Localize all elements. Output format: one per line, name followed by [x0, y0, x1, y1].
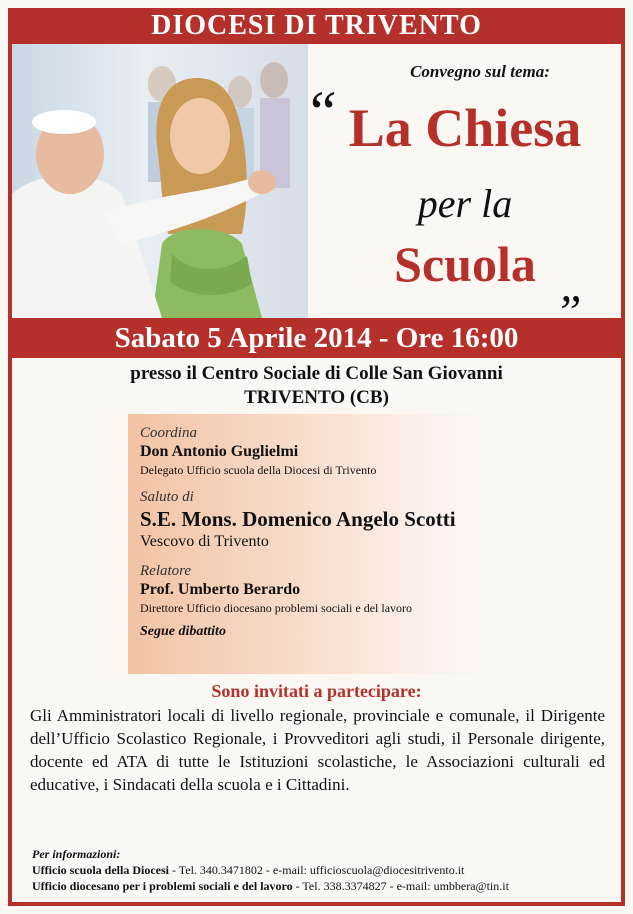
relatore-label: Relatore — [140, 563, 192, 579]
saluto-label: Saluto di — [140, 489, 194, 505]
invite-body: Gli Amministratori locali di livello regionale, provinciale e comunale, il Dirigente dell’Ufficio Scolastico Regionale, i Provveditori agli studi, il Personale dirigente, docente ed ATA di tutte le Istituzioni scolastiche, le Associazioni culturali ed educative, i Sindacati della scuola e i Cittadini. — [30, 706, 605, 794]
quote-close: „ — [560, 259, 587, 312]
saluto-role: Vescovo di Trivento — [140, 533, 269, 550]
venue-line-1: presso il Centro Sociale di Colle San Giovanni — [130, 363, 503, 384]
quote-open: “ — [304, 79, 338, 145]
poster-border — [8, 8, 625, 906]
relatore-name: Prof. Umberto Berardo — [140, 581, 301, 598]
conference-intro: Convegno sul tema: — [410, 62, 550, 81]
venue-line-2: TRIVENTO (CB) — [244, 387, 389, 408]
date-banner: Sabato 5 Aprile 2014 - Ore 16:00 — [12, 318, 621, 358]
coordina-role: Delegato Ufficio scuola della Diocesi di Trivento — [140, 463, 377, 477]
office1-name: Ufficio scuola della Diocesi — [32, 863, 169, 877]
office1-contact: - Tel. 340.3471802 - e-mail: ufficioscuola@diocesitrivento.it — [168, 863, 465, 877]
invite-heading: Sono invitati a partecipare: — [211, 681, 422, 701]
info-title: Per informazioni: — [32, 847, 121, 861]
coordina-name: Don Antonio Guglielmi — [140, 443, 299, 460]
office2-contact: - Tel. 338.3374827 - e-mail: umbbera@tin.it — [292, 879, 509, 893]
office2-name: Ufficio diocesano per i problemi sociali e del lavoro — [32, 879, 293, 893]
segue-dibattito: Segue dibattito — [140, 624, 226, 639]
title-line-1: La Chiesa — [348, 98, 582, 158]
title-line-2: per la — [417, 181, 513, 226]
relatore-role: Direttore Ufficio diocesano problemi sociali e del lavoro — [140, 601, 413, 615]
saluto-name: S.E. Mons. Domenico Angelo Scotti — [140, 507, 456, 531]
diocese-banner: DIOCESI DI TRIVENTO — [8, 8, 625, 44]
coordina-label: Coordina — [140, 425, 197, 441]
title-line-3: Scuola — [394, 236, 536, 292]
